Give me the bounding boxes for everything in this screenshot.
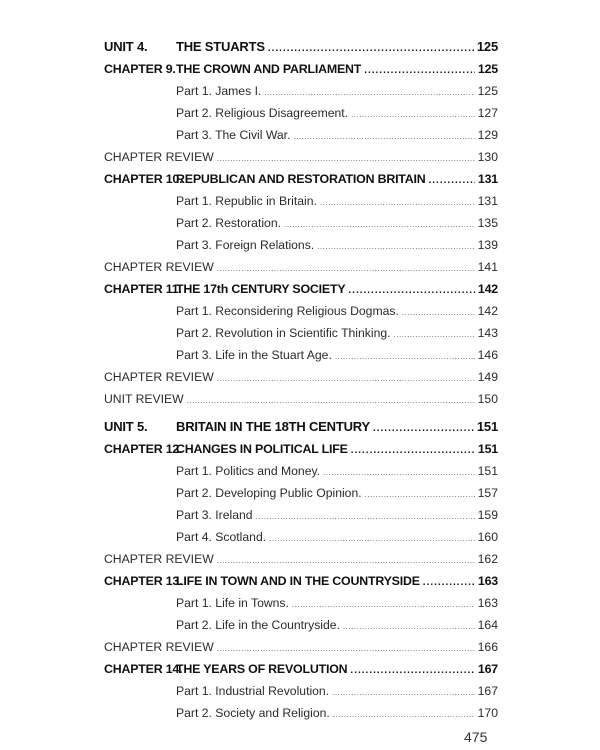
entry-page: 141: [477, 260, 498, 274]
entry-page: 159: [477, 508, 498, 522]
entry-page: 166: [477, 640, 498, 654]
toc-part-entry: [104, 505, 498, 527]
toc-part-entry: [104, 81, 498, 103]
entry-page: 125: [476, 39, 498, 54]
dot-leader: [343, 616, 475, 637]
toc-review-entry: [104, 367, 498, 389]
entry-title: REPUBLICAN AND RESTORATION BRITAIN: [176, 172, 426, 186]
entry-page: 127: [477, 106, 498, 120]
toc-part-entry: [104, 483, 498, 505]
entry-page: 143: [477, 326, 498, 340]
toc-part-entry: [104, 301, 498, 323]
dot-leader: [217, 550, 475, 571]
entry-page: 139: [477, 238, 498, 252]
page-number: 475: [464, 729, 488, 745]
entry-title: CHAPTER REVIEW: [104, 370, 214, 384]
toc-part-entry: [104, 615, 498, 637]
toc-part-entry: [104, 345, 498, 367]
dot-leader: [351, 440, 475, 461]
dot-leader: [364, 60, 475, 81]
toc-review-entry: [104, 257, 498, 279]
entry-title: Part 2. Revolution in Scientific Thinking.: [176, 326, 391, 340]
entry-page: 162: [477, 552, 498, 566]
toc-part-entry: [104, 191, 498, 213]
entry-title: Part 1. Life in Towns.: [176, 596, 289, 610]
dot-leader: [323, 462, 475, 483]
entry-title: UNIT REVIEW: [104, 392, 184, 406]
entry-title: Part 1. Reconsidering Religious Dogmas.: [176, 304, 399, 318]
entry-page: 160: [477, 530, 498, 544]
entry-title: Part 1. Politics and Money.: [176, 464, 321, 478]
dot-leader: [268, 38, 474, 59]
dot-leader: [256, 506, 475, 527]
entry-page: 163: [477, 574, 498, 588]
entry-title: Part 3. Ireland: [176, 508, 253, 522]
entry-title: Part 4. Scotland.: [176, 530, 267, 544]
entry-page: 125: [477, 84, 498, 98]
entry-page: 131: [477, 172, 498, 186]
dot-leader: [284, 214, 475, 235]
entry-title: THE STUARTS: [176, 39, 265, 54]
entry-title: CHAPTER REVIEW: [104, 552, 214, 566]
dot-leader: [217, 148, 475, 169]
entry-title: BRITAIN IN THE 18TH CENTURY: [176, 419, 370, 434]
entry-page: 151: [476, 419, 498, 434]
entry-page: 167: [477, 662, 498, 676]
dot-leader: [350, 660, 475, 681]
entry-page: 149: [477, 370, 498, 384]
dot-leader: [264, 82, 474, 103]
dot-leader: [293, 126, 474, 147]
dot-leader: [292, 594, 475, 615]
entry-page: 130: [477, 150, 498, 164]
dot-leader: [394, 324, 475, 345]
entry-title: Part 3. Life in the Stuart Age.: [176, 348, 332, 362]
toc-unit-entry: [104, 416, 498, 439]
dot-leader: [187, 390, 475, 411]
entry-title: CHANGES IN POLITICAL LIFE: [176, 442, 348, 456]
dot-leader: [217, 638, 475, 659]
entry-page: 167: [477, 684, 498, 698]
dot-leader: [429, 170, 475, 191]
dot-leader: [217, 258, 475, 279]
entry-page: 157: [477, 486, 498, 500]
dot-leader: [317, 236, 474, 257]
entry-title: Part 3. Foreign Relations.: [176, 238, 315, 252]
toc-review-entry: [104, 389, 498, 411]
entry-page: 142: [477, 304, 498, 318]
entry-title: Part 3. The Civil War.: [176, 128, 291, 142]
toc-part-entry: [104, 527, 498, 549]
entry-title: LIFE IN TOWN AND IN THE COUNTRYSIDE: [176, 574, 420, 588]
toc-part-entry: [104, 103, 498, 125]
entry-page: 135: [477, 216, 498, 230]
toc-part-entry: [104, 681, 498, 703]
entry-page: 142: [477, 282, 498, 296]
entry-page: 151: [477, 442, 498, 456]
toc-chapter-entry: [104, 279, 498, 301]
toc-chapter-entry: [104, 571, 498, 593]
entry-label: CHAPTER 12.: [104, 442, 183, 456]
entry-page: 129: [477, 128, 498, 142]
toc-unit-entry: [104, 36, 498, 59]
entry-title: Part 2. Life in the Countryside.: [176, 618, 340, 632]
toc-part-entry: [104, 461, 498, 483]
dot-leader: [423, 572, 475, 593]
entry-page: 163: [477, 596, 498, 610]
toc-review-entry: [104, 637, 498, 659]
entry-title: THE 17th CENTURY SOCIETY: [176, 282, 346, 296]
entry-title: THE CROWN AND PARLIAMENT: [176, 62, 362, 76]
entry-page: 151: [477, 464, 498, 478]
entry-page: 131: [477, 194, 498, 208]
toc-chapter-entry: [104, 59, 498, 81]
entry-label: CHAPTER 11.: [104, 282, 182, 296]
entry-title: Part 1. James I.: [176, 84, 262, 98]
entry-page: 146: [477, 348, 498, 362]
toc-chapter-entry: [104, 659, 498, 681]
entry-label: CHAPTER 14.: [104, 662, 183, 676]
entry-title: Part 1. Industrial Revolution.: [176, 684, 330, 698]
entry-title: Part 2. Religious Disagreement.: [176, 106, 349, 120]
entry-label: UNIT 5.: [104, 419, 148, 434]
entry-title: Part 2. Society and Religion.: [176, 706, 330, 720]
toc-part-entry: [104, 235, 498, 257]
toc-review-entry: [104, 549, 498, 571]
entry-title: CHAPTER REVIEW: [104, 150, 214, 164]
dot-leader: [320, 192, 475, 213]
toc-part-entry: [104, 703, 498, 725]
entry-title: THE YEARS OF REVOLUTION: [176, 662, 348, 676]
entry-label: CHAPTER 10.: [104, 172, 183, 186]
entry-page: 125: [477, 62, 498, 76]
entry-page: 164: [477, 618, 498, 632]
entry-title: CHAPTER REVIEW: [104, 260, 214, 274]
dot-leader: [333, 704, 475, 725]
toc-part-entry: [104, 323, 498, 345]
entry-title: Part 2. Developing Public Opinion.: [176, 486, 362, 500]
dot-leader: [351, 104, 475, 125]
toc-part-entry: [104, 125, 498, 147]
dot-leader: [402, 302, 475, 323]
dot-leader: [365, 484, 475, 505]
dot-leader: [348, 280, 475, 301]
toc-review-entry: [104, 147, 498, 169]
entry-label: UNIT 4.: [104, 39, 148, 54]
entry-label: CHAPTER 13.: [104, 574, 183, 588]
dot-leader: [373, 418, 474, 439]
toc-part-entry: [104, 593, 498, 615]
dot-leader: [217, 368, 475, 389]
dot-leader: [335, 346, 475, 367]
dot-leader: [269, 528, 475, 549]
entry-title: CHAPTER REVIEW: [104, 640, 214, 654]
dot-leader: [332, 682, 475, 703]
table-of-contents: [104, 36, 498, 725]
entry-title: Part 1. Republic in Britain.: [176, 194, 317, 208]
entry-page: 170: [477, 706, 498, 720]
entry-page: 150: [477, 392, 498, 406]
toc-part-entry: [104, 213, 498, 235]
entry-label: CHAPTER 9.: [104, 62, 176, 76]
entry-title: Part 2. Restoration.: [176, 216, 281, 230]
toc-chapter-entry: [104, 439, 498, 461]
toc-chapter-entry: [104, 169, 498, 191]
